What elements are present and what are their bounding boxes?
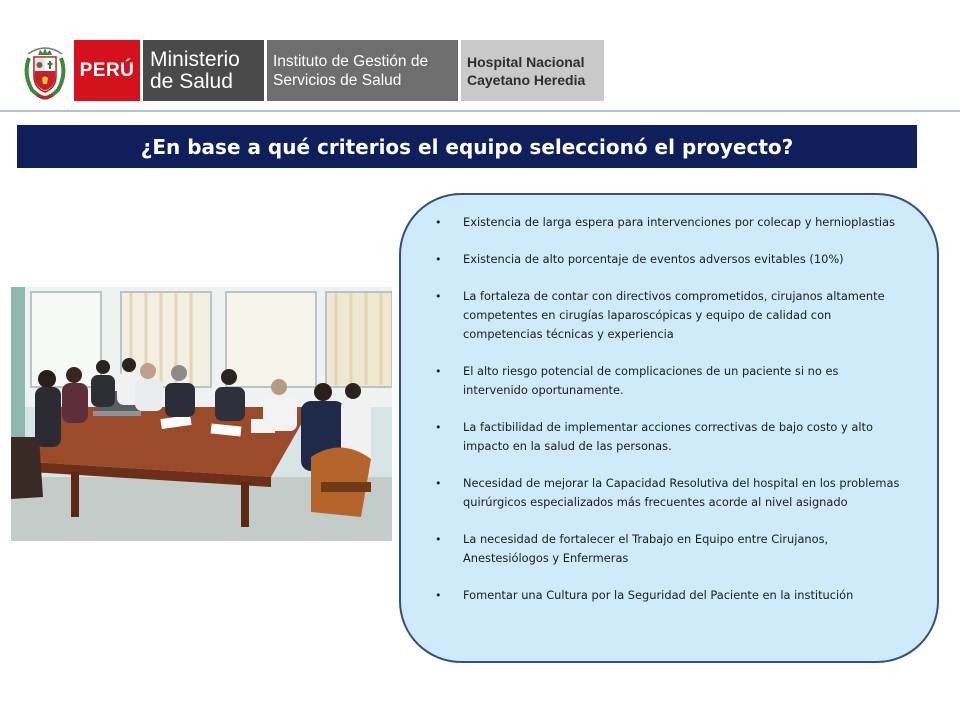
hospital-line-2: Cayetano Heredia: [467, 71, 586, 88]
criteria-text: Fomentar una Cultura por la Seguridad del Paciente en la institución: [463, 588, 854, 602]
criteria-text: La necesidad de fortalecer el Trabajo en Equipo entre Cirujanos, Anestesiólogos y Enfermeras: [463, 532, 829, 565]
criteria-text: La factibilidad de implementar acciones correctivas de bajo costo y alto impacto en la salud de las personas.: [463, 420, 873, 453]
ministerio-line-1: Ministerio: [150, 47, 240, 71]
criteria-item: [431, 530, 906, 568]
header-divider: [0, 110, 960, 112]
hospital-line-1: Hospital Nacional: [467, 53, 585, 70]
slide-title-banner: [17, 125, 917, 168]
criteria-item: [431, 213, 906, 232]
criteria-item: [431, 418, 906, 456]
criteria-item: [431, 250, 906, 269]
ministerio-block: [143, 40, 264, 101]
criteria-item: [431, 474, 906, 512]
bullet-icon: •: [435, 589, 442, 602]
bullet-icon: •: [435, 216, 442, 229]
criteria-text: El alto riesgo potencial de complicaciones de un paciente si no es intervenido oportunamente.: [463, 364, 839, 397]
bullet-icon: •: [435, 290, 442, 303]
peru-brand-block: [74, 40, 140, 101]
bullet-icon: •: [435, 253, 442, 266]
criteria-text: Necesidad de mejorar la Capacidad Resolutiva del hospital en los problemas quirúrgicos especializados más frecuentes acorde al nivel asignado: [463, 476, 900, 509]
criteria-list: [431, 213, 906, 623]
instituto-block: [267, 40, 458, 101]
meeting-photo-illustration: [11, 287, 392, 541]
criteria-item: [431, 287, 906, 344]
instituto-line-1: Instituto de Gestión de: [273, 52, 429, 70]
bullet-icon: •: [435, 421, 442, 434]
criteria-item: [431, 362, 906, 400]
criteria-panel: [399, 193, 939, 663]
bullet-icon: •: [435, 533, 442, 546]
criteria-text: La fortaleza de contar con directivos comprometidos, cirujanos altamente competentes en cirugías laparoscópicas y equipo de calidad con competencias técnicas y experiencia: [463, 289, 885, 341]
slide-title: ¿En base a qué criterios el equipo seleccionó el proyecto?: [140, 134, 794, 159]
bullet-icon: •: [435, 477, 442, 490]
institution-logos: [20, 40, 604, 101]
criteria-item: [431, 586, 906, 605]
criteria-text: Existencia de larga espera para intervenciones por colecap y hernioplastias: [463, 215, 896, 229]
hospital-block: [461, 40, 604, 101]
meeting-photo: [11, 287, 392, 541]
ministerio-line-2: de Salud: [150, 69, 233, 93]
peru-label: PERÚ: [79, 59, 135, 81]
criteria-text: Existencia de alto porcentaje de eventos adversos evitables (10%): [463, 252, 844, 266]
coat-of-arms-icon: [20, 40, 70, 101]
instituto-line-2: Servicios de Salud: [273, 71, 402, 89]
bullet-icon: •: [435, 365, 442, 378]
